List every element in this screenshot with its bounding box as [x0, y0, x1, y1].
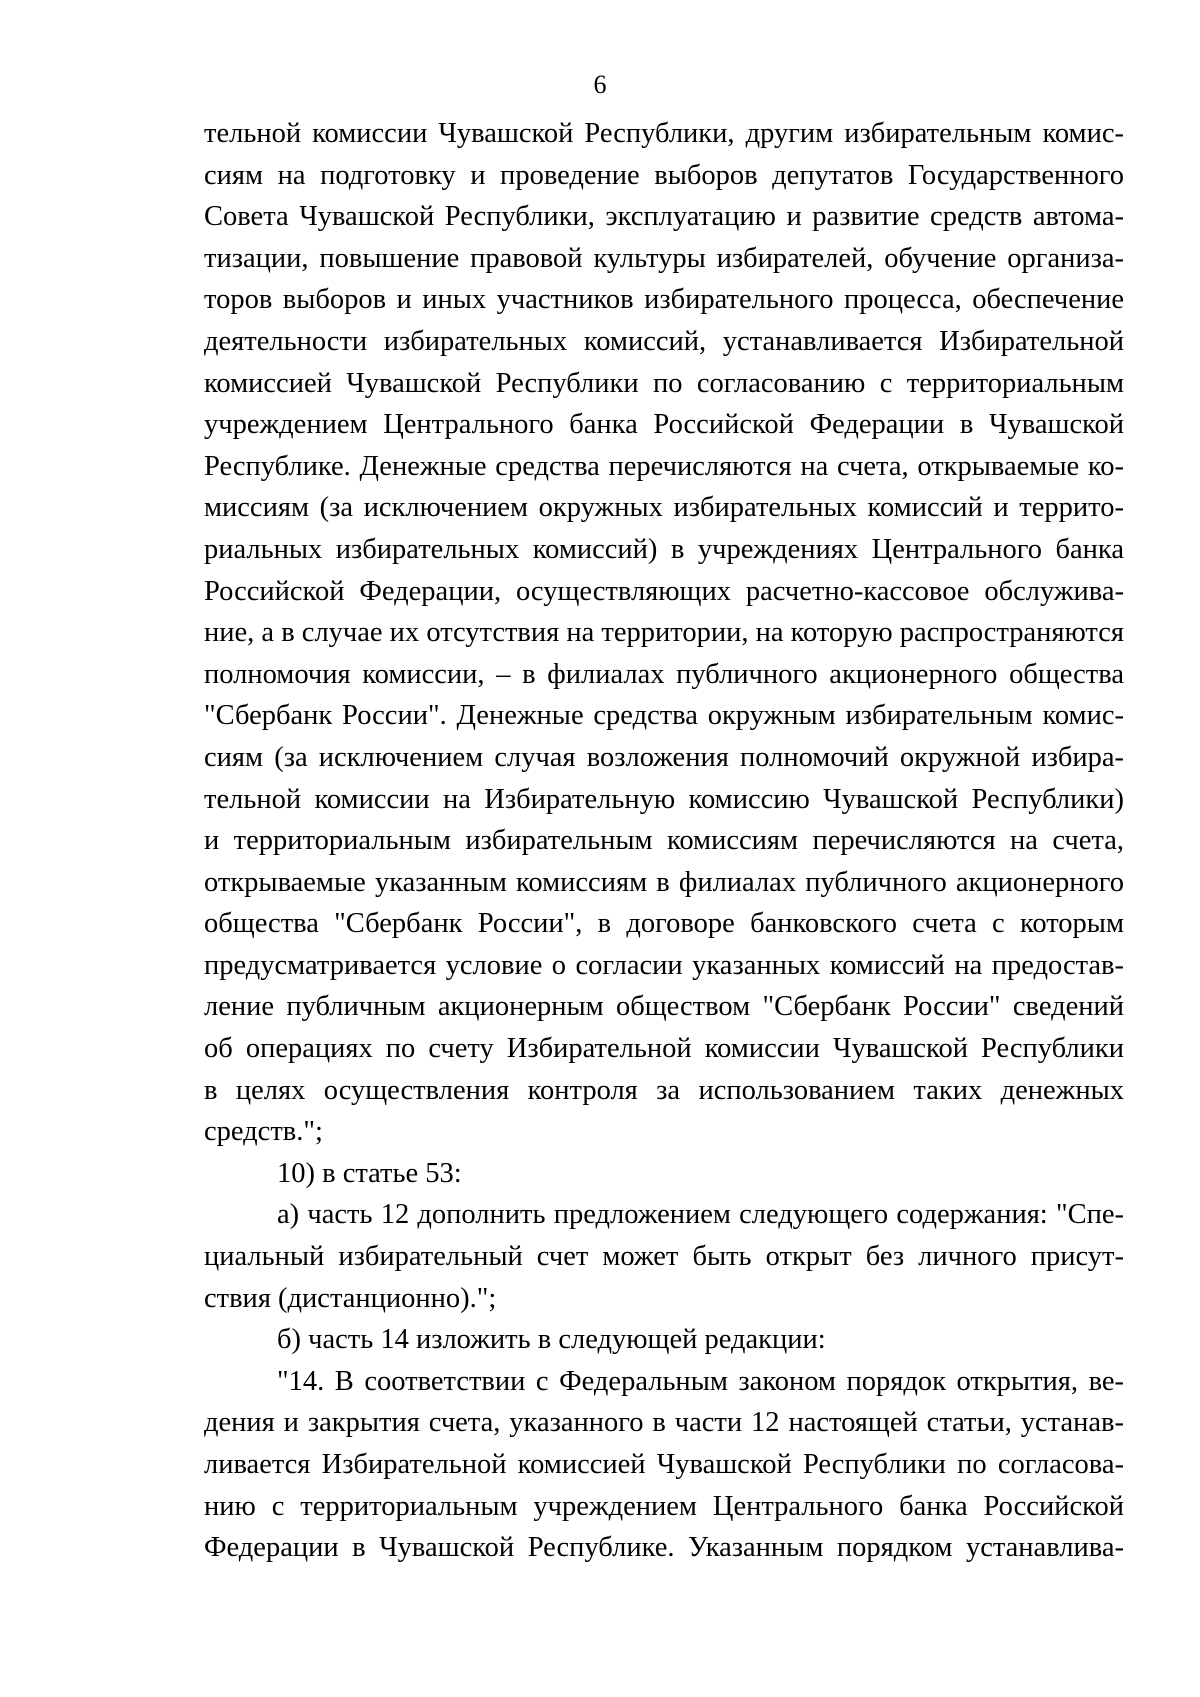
text-line: а) часть 12 дополнить предложением следующего содержания: "Спе-: [277, 1199, 1124, 1231]
text-line: Российской Федерации, осуществляющих расчетно-кассовое обслужива-: [204, 575, 1124, 607]
text-line: и территориальным избирательным комиссиям перечисляются на счета,: [204, 825, 1124, 857]
text-line: торов выборов и иных участников избирательного процесса, обеспечение: [204, 284, 1124, 316]
text-line: деятельности избирательных комиссий, устанавливается Избирательной: [204, 325, 1124, 357]
text-line: дения и закрытия счета, указанного в части 12 настоящей статьи, устанав-: [204, 1407, 1124, 1439]
text-line: полномочия комиссии, – в филиалах публичного акционерного общества: [204, 658, 1124, 690]
text-line: сиям на подготовку и проведение выборов депутатов Государственного: [204, 159, 1124, 191]
text-line: сиям (за исключением случая возложения полномочий окружной избира-: [204, 741, 1124, 773]
text-line: циальный избирательный счет может быть открыт без личного присут-: [204, 1241, 1124, 1273]
text-line: ление публичным акционерным обществом "Сбербанк России" сведений: [204, 991, 1124, 1023]
text-line: тельной комиссии на Избирательную комиссию Чувашской Республики): [204, 783, 1124, 815]
text-line: открываемые указанным комиссиям в филиалах публичного акционерного: [204, 866, 1124, 898]
page-number: 6: [593, 70, 607, 99]
text-line: тизации, повышение правовой культуры избирателей, обучение организа-: [204, 242, 1124, 274]
text-line: "14. В соответствии с Федеральным законом порядок открытия, ве-: [277, 1365, 1124, 1397]
text-line: средств.";: [204, 1116, 323, 1148]
text-line: "Сбербанк России". Денежные средства окружным избирательным комис-: [204, 700, 1124, 732]
text-line: общества "Сбербанк России", в договоре банковского счета с которым: [204, 908, 1124, 940]
text-line: в целях осуществления контроля за использованием таких денежных: [204, 1074, 1124, 1106]
text-line: Совета Чувашской Республики, эксплуатацию и развитие средств автома-: [204, 201, 1124, 233]
text-line: ливается Избирательной комиссией Чувашской Республики по согласова-: [204, 1449, 1124, 1480]
text-line: Федерации в Чувашской Республике. Указанным порядком устанавлива-: [204, 1532, 1124, 1564]
text-line: тельной комиссии Чувашской Республики, другим избирательным комис-: [204, 118, 1124, 149]
document-body: [204, 113, 1124, 1569]
text-line: предусматривается условие о согласии указанных комиссий на предостав-: [204, 949, 1124, 981]
text-line: миссиям (за исключением окружных избирательных комиссий и террито-: [204, 492, 1124, 524]
text-line: Республике. Денежные средства перечисляются на счета, открываемые ко-: [204, 450, 1124, 482]
text-line: ствия (дистанционно).";: [204, 1282, 497, 1314]
text-line: 10) в статье 53:: [277, 1157, 462, 1189]
text-line: об операциях по счету Избирательной комиссии Чувашской Республики: [204, 1033, 1124, 1065]
text-line: б) часть 14 изложить в следующей редакции:: [277, 1324, 826, 1356]
text-line: нию с территориальным учреждением Центрального банка Российской: [204, 1490, 1124, 1522]
text-line: учреждением Центрального банка Российской Федерации в Чувашской: [204, 409, 1124, 441]
text-line: комиссией Чувашской Республики по согласованию с территориальным: [204, 367, 1124, 399]
text-line: риальных избирательных комиссий) в учреждениях Центрального банка: [204, 533, 1124, 565]
text-line: ние, а в случае их отсутствия на территории, на которую распространяются: [204, 617, 1124, 649]
